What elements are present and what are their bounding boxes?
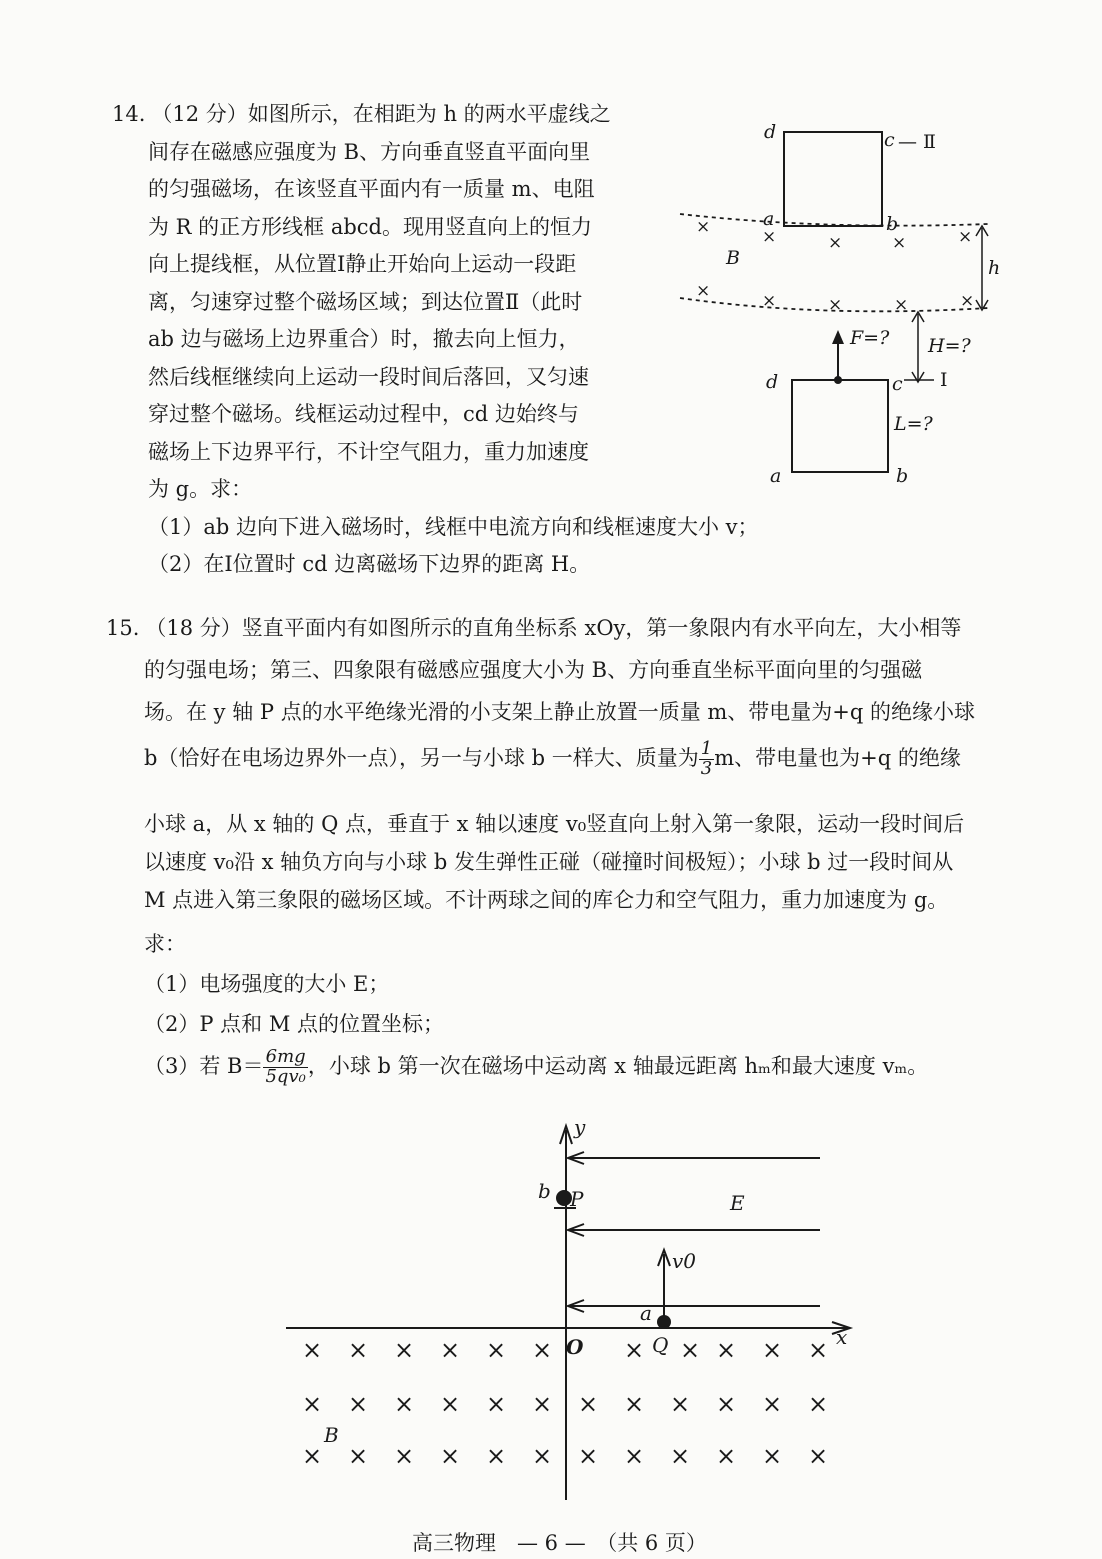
label-L: L=? <box>894 413 933 435</box>
label-E: E <box>730 1191 745 1215</box>
field-cross: × <box>828 295 843 315</box>
field-cross: × <box>302 1390 323 1418</box>
field-cross: × <box>696 281 711 301</box>
label-B-field: B <box>324 1423 339 1447</box>
field-cross: × <box>486 1442 507 1470</box>
field-cross: × <box>670 1442 691 1470</box>
field-cross: × <box>532 1390 553 1418</box>
label-position-2: — Ⅱ <box>898 131 936 153</box>
field-cross: × <box>394 1442 415 1470</box>
q14-line-8: 然后线框继续向上运动一段时间后落回，又匀速 <box>148 364 589 389</box>
field-cross: × <box>892 233 907 253</box>
field-cross: × <box>960 291 975 311</box>
label-b-bottom: b <box>896 465 909 487</box>
field-cross: × <box>302 1442 323 1470</box>
label-H: H=? <box>928 335 971 357</box>
label-B-field: B <box>726 247 740 269</box>
q15-line-6: 以速度 v₀沿 x 轴负方向与小球 b 发生弹性正碰（碰撞时间极短）；小球 b 过一段时间从 <box>144 850 954 874</box>
q15-number: 15. <box>106 616 140 640</box>
q14-figure <box>672 118 1002 490</box>
field-cross: × <box>670 1390 691 1418</box>
fraction-B: $\frac{6mg}{\text{5qv₀}}$ <box>265 1046 306 1087</box>
field-cross: × <box>578 1390 599 1418</box>
q15-sub-3: （3）若 B＝ $\frac{6mg}{\text{5qv₀}}$ ，小球 b 第一次在磁场中运动离 x 轴最远距离 hₘ和最大速度 vₘ。 <box>144 1046 929 1087</box>
q15-line-1: 15. （18 分）竖直平面内有如图所示的直角坐标系 xOy，第一象限内有水平向左，大小相等 <box>106 616 962 640</box>
field-cross: × <box>486 1390 507 1418</box>
q15-figure <box>280 1120 860 1500</box>
field-cross: × <box>696 217 711 237</box>
field-cross: × <box>624 1336 645 1364</box>
q15-line-3: 场。在 y 轴 P 点的水平绝缘光滑的小支架上静止放置一质量 m、带电量为+q 的绝缘小球 <box>144 700 975 724</box>
q15-line-5: 小球 a，从 x 轴的 Q 点，垂直于 x 轴以速度 v₀竖直向上射入第一象限，运动一段时间后 <box>144 812 965 836</box>
field-cross: × <box>394 1390 415 1418</box>
field-cross: × <box>762 1336 783 1364</box>
q14-number: 14. <box>112 102 146 126</box>
q14-line-2: 间存在磁感应强度为 B、方向垂直竖直平面向里 <box>148 139 591 164</box>
field-cross: × <box>302 1336 323 1364</box>
label-a-bottom: a <box>770 465 782 487</box>
q15-line-7: M 点进入第三象限的磁场区域。不计两球之间的库仑力和空气阻力，重力加速度为 g。 <box>144 888 949 912</box>
field-cross: × <box>348 1442 369 1470</box>
page-footer: 高三物理 — 6 — （共 6 页） <box>412 1531 707 1555</box>
label-position-1: Ⅰ <box>940 369 948 391</box>
field-cross: × <box>762 227 777 247</box>
field-cross: × <box>762 1442 783 1470</box>
question-14 <box>112 96 759 584</box>
field-cross: × <box>348 1390 369 1418</box>
label-x: x <box>836 1325 848 1349</box>
q15-line-2: 的匀强电场；第三、四象限有磁感应强度大小为 B、方向垂直坐标平面向里的匀强磁 <box>144 658 923 682</box>
field-cross: × <box>394 1336 415 1364</box>
field-cross: × <box>716 1442 737 1470</box>
frame-position-1 <box>792 380 888 472</box>
q14-line-10: 磁场上下边界平行，不计空气阻力，重力加速度 <box>148 439 589 464</box>
q15-sub-2: （2）P 点和 M 点的位置坐标； <box>144 1012 445 1036</box>
field-cross: × <box>828 233 843 253</box>
q14-line-11: 为 g。求： <box>148 477 253 501</box>
label-d-top: d <box>764 121 777 143</box>
q14-line-6: 离，匀速穿过整个磁场区域；到达位置Ⅱ（此时 <box>148 289 583 314</box>
field-cross: × <box>808 1390 829 1418</box>
label-h: h <box>988 257 1001 279</box>
label-P: P <box>570 1187 584 1211</box>
label-O: O <box>566 1335 584 1359</box>
q14-line-1: 14. （12 分）如图所示，在相距为 h 的两水平虚线之 <box>112 102 611 126</box>
field-cross: × <box>486 1336 507 1364</box>
q15-line-8: 求： <box>144 932 186 956</box>
field-cross: × <box>680 1336 701 1364</box>
label-c-top: c <box>884 129 895 151</box>
label-c-bottom: c <box>892 373 903 395</box>
q15-sub-1: （1）电场强度的大小 E； <box>144 972 390 996</box>
ball-a <box>657 1315 671 1329</box>
field-cross: × <box>716 1390 737 1418</box>
label-Q: Q <box>652 1333 669 1357</box>
field-cross: × <box>808 1336 829 1364</box>
q14-sub-2: （2）在Ⅰ位置时 cd 边离磁场下边界的距离 H。 <box>148 552 591 576</box>
field-cross: × <box>808 1442 829 1470</box>
label-a-top: a <box>763 208 775 230</box>
label-F: F=? <box>850 327 890 349</box>
field-cross: × <box>958 227 973 247</box>
field-cross: × <box>440 1442 461 1470</box>
field-cross: × <box>348 1336 369 1364</box>
fraction-one-third: $\frac{1}{3}$ <box>700 738 713 779</box>
q14-line-3: 的匀强磁场，在该竖直平面内有一质量 m、电阻 <box>148 177 595 201</box>
q14-line-7: ab 边与磁场上边界重合）时，撤去向上恒力， <box>148 327 580 351</box>
label-d-bottom: d <box>766 371 779 393</box>
label-y: y <box>574 1120 586 1139</box>
field-cross: × <box>624 1390 645 1418</box>
label-b: b <box>538 1179 551 1203</box>
field-cross: × <box>440 1390 461 1418</box>
field-cross: × <box>532 1442 553 1470</box>
field-cross: × <box>624 1442 645 1470</box>
label-a: a <box>640 1301 652 1325</box>
q14-line-5: 向上提线框，从位置Ⅰ静止开始向上运动一段距 <box>148 252 577 276</box>
field-cross: × <box>716 1336 737 1364</box>
field-cross: × <box>440 1336 461 1364</box>
q15-line-4: b（恰好在电场边界外一点），另一与小球 b 一样大、质量为 $\frac{1}{3}$ m、带电量也为+q 的绝缘 <box>144 738 961 779</box>
q14-line-9: 穿过整个磁场。线框运动过程中，cd 边始终与 <box>148 402 579 426</box>
label-b-top: b <box>886 213 899 235</box>
field-cross: × <box>762 1390 783 1418</box>
q14-sub-1: （1）ab 边向下进入磁场时，线框中电流方向和线框速度大小 v； <box>148 514 759 539</box>
field-cross: × <box>578 1442 599 1470</box>
field-cross: × <box>762 291 777 311</box>
q14-line-4: 为 R 的正方形线框 abcd。现用竖直向上的恒力 <box>148 214 593 239</box>
field-cross: × <box>532 1336 553 1364</box>
frame-position-2 <box>784 132 882 226</box>
label-v0: v0 <box>672 1249 697 1273</box>
field-cross: × <box>894 295 909 315</box>
field-upper-boundary <box>680 214 988 226</box>
